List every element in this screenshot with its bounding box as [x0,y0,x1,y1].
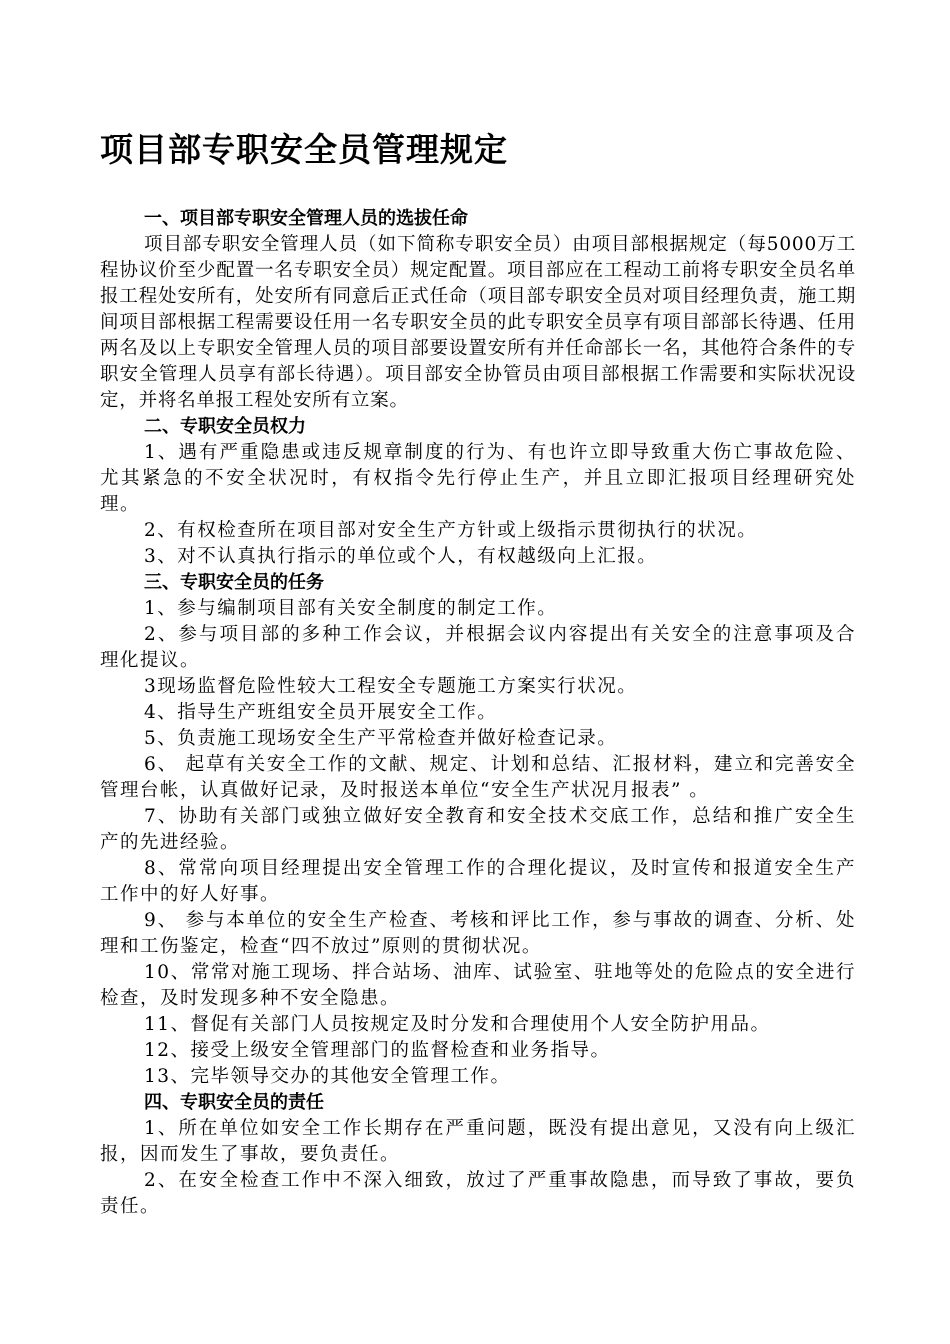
paragraph: 8、常常向项目经理提出安全管理工作的合理化提议，及时宣传和报道安全生产工作中的好人好事。 [100,858,856,905]
paragraph: 12、接受上级安全管理部门的监督检查和业务指导。 [144,1040,611,1061]
section-tasks [100,570,856,1090]
paragraph: 2、参与项目部的多种工作会议，并根据会议内容提出有关安全的注意事项及合理化提议。 [100,624,856,671]
section-authority [100,414,856,570]
section-heading: 一、项目部专职安全管理人员的选拔任命 [144,208,468,229]
section-heading: 三、专职安全员的任务 [144,572,324,593]
paragraph: 9、 参与本单位的安全生产检查、考核和评比工作，参与事故的调查、分析、处理和工伤鉴定，检查“四不放过”原则的贯彻状况。 [100,910,856,957]
section-appointment [100,206,856,414]
paragraph: 3、对不认真执行指示的单位或个人，有权越级向上汇报。 [144,546,658,567]
paragraph: 2、有权检查所在项目部对安全生产方针或上级指示贯彻执行的状况。 [144,520,758,541]
paragraph: 项目部专职安全管理人员（如下简称专职安全员）由项目部根据规定（每5000万工程协议价至少配置一名专职安全员）规定配置。项目部应在工程动工前将专职安全员名单报工程处安所有，处安所有同意后正式任命（项目部专职安全员对项目经理负责，施工期间项目部根据工程需要设任用一名专职安全员的此专职安全员享有项目部部长待遇、任用两名及以上专职安全管理人员的项目部要设置安所有并任命部长一名，其他符合条件的专职安全管理人员享有部长待遇）。项目部安全协管员由项目部根据工作需要和实际状况设定，并将名单报工程处安所有立案。 [100,234,856,411]
section-heading: 四、专职安全员的责任 [144,1092,324,1113]
section-heading: 二、专职安全员权力 [144,416,306,437]
paragraph: 10、常常对施工现场、拌合站场、油库、试验室、驻地等处的危险点的安全进行检查，及时发现多种不安全隐患。 [100,962,856,1009]
paragraph: 2、在安全检查工作中不深入细致，放过了严重事故隐患，而导致了事故，要负责任。 [100,1170,856,1217]
paragraph: 11、督促有关部门人员按规定及时分发和合理使用个人安全防护用品。 [144,1014,771,1035]
paragraph: 13、完毕领导交办的其他安全管理工作。 [144,1066,511,1087]
paragraph: 7、协助有关部门或独立做好安全教育和安全技术交底工作，总结和推广安全生产的先进经验。 [100,806,856,853]
paragraph: 1、参与编制项目部有关安全制度的制定工作。 [144,598,558,619]
section-responsibility [100,1090,856,1220]
paragraph: 4、指导生产班组安全员开展安全工作。 [144,702,498,723]
paragraph: 5、负责施工现场安全生产平常检查并做好检查记录。 [144,728,618,749]
paragraph: 1、所在单位如安全工作长期存在严重问题，既没有提出意见，又没有向上级汇报，因而发生了事故，要负责任。 [100,1118,856,1165]
paragraph: 6、 起草有关安全工作的文献、规定、计划和总结、汇报材料，建立和完善安全管理台帐，认真做好记录，及时报送本单位“安全生产状况月报表” 。 [100,754,856,801]
paragraph: 3现场监督危险性较大工程安全专题施工方案实行状况。 [144,676,638,697]
paragraph: 1、遇有严重隐患或违反规章制度的行为、有也许立即导致重大伤亡事故危险、尤其紧急的不安全状况时，有权指令先行停止生产，并且立即汇报项目经理研究处理。 [100,442,856,515]
document-page [100,128,856,1220]
page-title: 项目部专职安全员管理规定 [100,130,508,169]
